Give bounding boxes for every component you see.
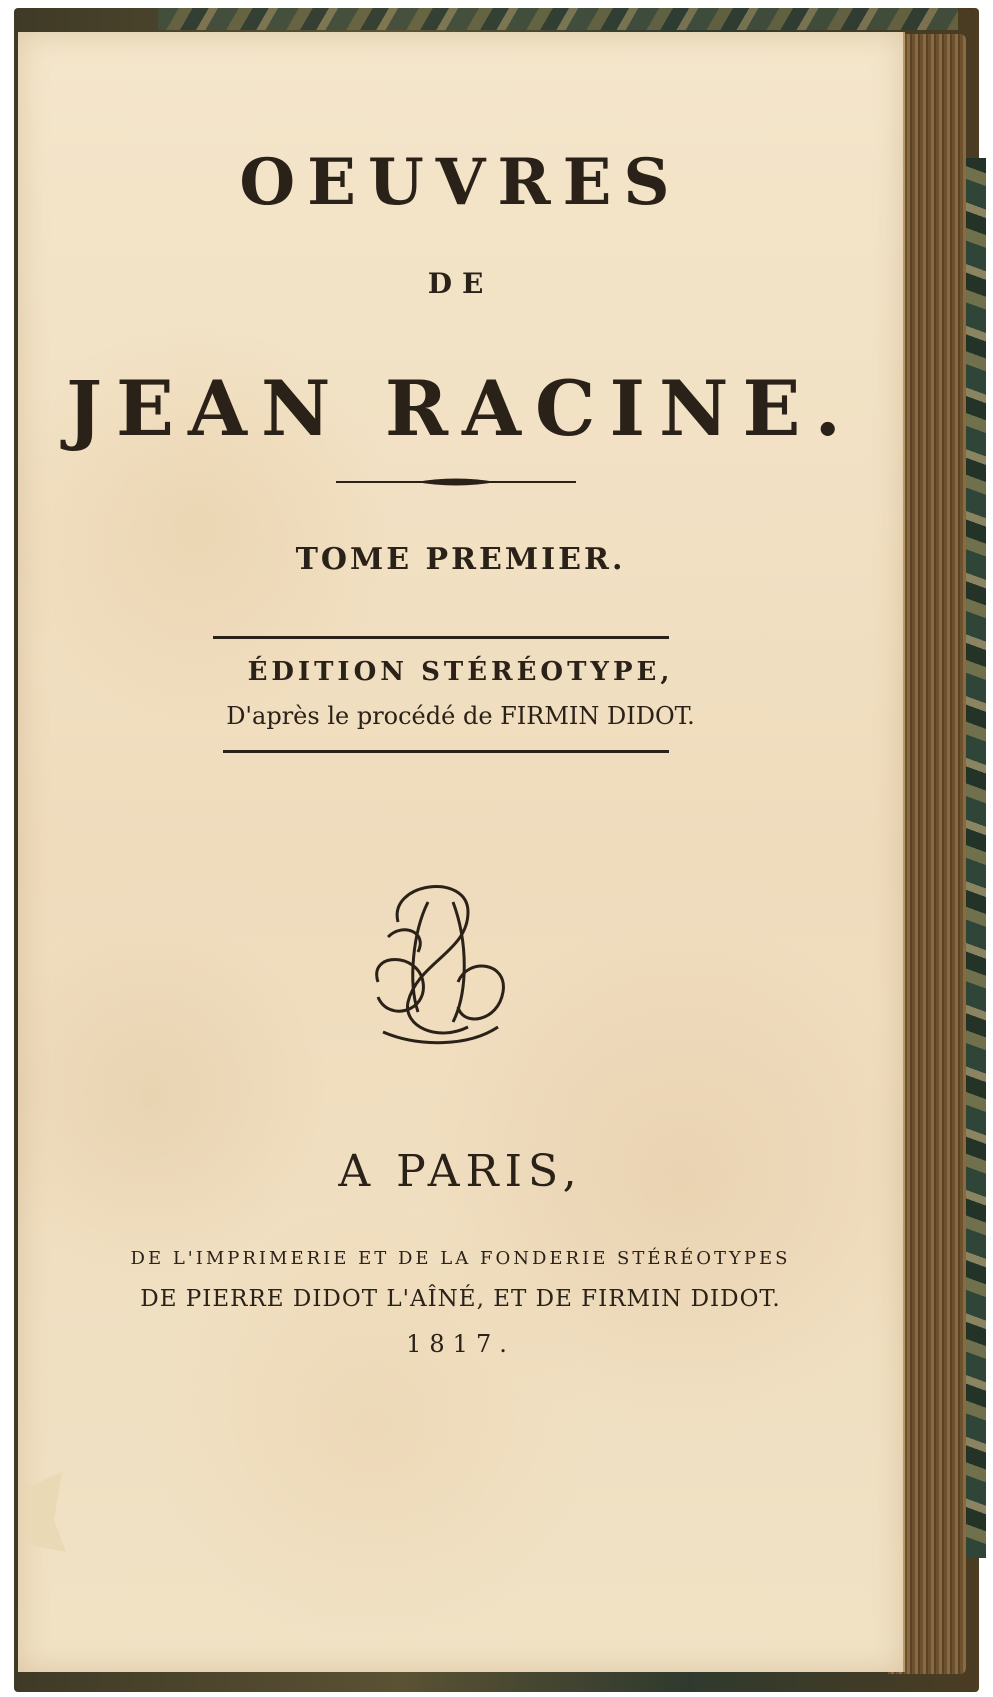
- edition-label: ÉDITION STÉRÉOTYPE,: [247, 657, 674, 687]
- title-page: [18, 32, 905, 1672]
- ornament-rule-icon: [336, 476, 576, 488]
- rule-top: [213, 636, 669, 639]
- process-label: D'après le procédé de FIRMIN DIDOT.: [226, 702, 695, 730]
- book: [8, 8, 986, 1692]
- preposition: DE: [427, 267, 494, 300]
- printer-line-1: DE L'IMPRIMERIE ET DE LA FONDERIE STÉRÉOTYPES: [130, 1248, 791, 1269]
- publication-year: 1817.: [406, 1330, 515, 1358]
- volume-label: TOME PREMIER.: [295, 542, 626, 577]
- printer-line-2: DE PIERRE DIDOT L'AÎNÉ, ET DE FIRMIN DIDOT.: [140, 1286, 781, 1312]
- works-heading: OEUVRES: [239, 145, 682, 220]
- author-name: JEAN RACINE.: [66, 364, 855, 453]
- monogram-icon: [358, 862, 518, 1052]
- marbled-cover-top: [158, 8, 958, 30]
- torn-corner: [26, 1472, 66, 1552]
- city-label: A PARIS,: [338, 1146, 583, 1197]
- rule-bottom: [223, 750, 669, 753]
